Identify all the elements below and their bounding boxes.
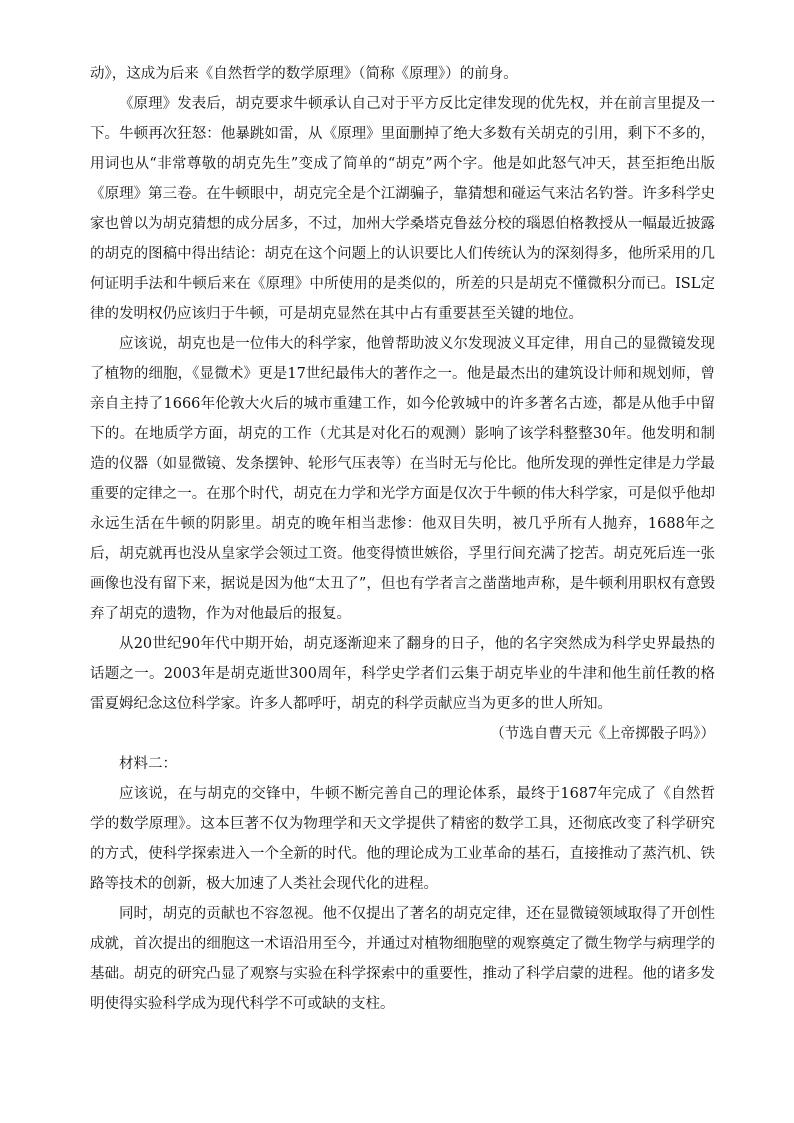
paragraph-continuation: 动》，这成为后来《自然哲学的数学原理》（简称《原理》）的前身。	[90, 66, 518, 82]
paragraph-hooke-achievements: 应该说，胡克也是一位伟大的科学家，他曾帮助波义尔发现波义耳定律，用自己的显微镜发现了植物的细胞，《显微术》更是17世纪最伟大的著作之一。他是最杰出的建筑设计师和规划师，曾亲自主持了1666年伦敦大火后的城市重建工作，如今伦敦城中的许多著名古迹，都是从他手中留下的。在地质学方面，胡克的工作（尤其是对化石的观测）影响了该学科整整30年。他发明和制造的仪器（如显微镜、发条摆钟、轮形气压表等）在当时无与伦比。他所发现的弹性定律是力学最重要的定律之一。在那个时代，胡克在力学和光学方面是仅次于牛顿的伟大科学家，可是似乎他却永远生活在牛顿的阴影里。胡克的晚年相当悲惨：他双目失明，被几乎所有人抛弃，1688年之后，胡克就再也没从皇家学会领过工资。他变得愤世嫉俗，孚里行间充满了挖苦。胡克死后连一张画像也没有留下来，据说是因为他“太丑了”，但也有学者言之凿凿地声称，是牛顿利用职权有意毁弃了胡克的遗物，作为对他最后的报复。	[90, 336, 715, 622]
paragraph-hooke-revival: 从20世纪90年代中期开始，胡克逐渐迎来了翻身的日子，他的名字突然成为科学史界最热的话题之一。2003年是胡克逝世300周年，科学史学者们云集于胡克毕业的牛津和他生前任教的格雷夏姆纪念这位科学家。许多人都呼吁，胡克的科学贡献应当为更多的世人所知。	[90, 636, 715, 712]
material-two-heading: 材料二：	[119, 756, 177, 772]
source-citation: （节选自曹天元《上帝掷骰子吗》）	[490, 726, 715, 742]
paragraph-principia-dispute: 《原理》发表后，胡克要求牛顿承认自己对于平方反比定律发现的优先权，并在前言里提及一下。牛顿再次狂怒：他暴跳如雷，从《原理》里面删掉了绝大多数有关胡克的引用，剩下不多的，用词也从“非常尊敬的胡克先生”变成了简单的“胡克”两个字。他是如此怒气冲天，甚至拒绝出版《原理》第三卷。在牛顿眼中，胡克完全是个江湖骗子，靠猜想和碰运气来沽名钓誉。许多科学史家也曾以为胡克猜想的成分居多，不过，加州大学桑塔克鲁兹分校的瑙恩伯格教授从一幅最近披露的胡克的图稿中得出结论：胡克在这个问题上的认识要比人们传统认为的深刻得多，他所采用的几何证明手法和牛顿后来在《原理》中所使用的是类似的，所差的只是胡克不懂微积分而已。ISL定律的发明权仍应该归于牛顿，可是胡克显然在其中占有重要甚至关键的地位。	[90, 96, 715, 322]
paragraph-hooke-contribution: 同时，胡克的贡献也不容忽视。他不仅提出了著名的胡克定律，还在显微镜领域取得了开创性成就，首次提出的细胞这一术语沿用至今，并通过对植物细胞壁的观察奠定了微生物学与病理学的基础。胡克的研究凸显了观察与实验在科学探索中的重要性，推动了科学启蒙的进程。他的诸多发明使得实验科学成为现代科学不可或缺的支柱。	[90, 906, 715, 1012]
paragraph-newton-principia: 应该说，在与胡克的交锋中，牛顿不断完善自己的理论体系，最终于1687年完成了《自然哲学的数学原理》。这本巨著不仅为物理学和天文学提供了精密的数学工具，还彻底改变了科学研究的方式，使科学探索进入一个全新的时代。他的理论成为工业革命的基石，直接推动了蒸汽机、铁路等技术的创新，极大加速了人类社会现代化的进程。	[90, 786, 715, 892]
document-body	[90, 59, 715, 1019]
